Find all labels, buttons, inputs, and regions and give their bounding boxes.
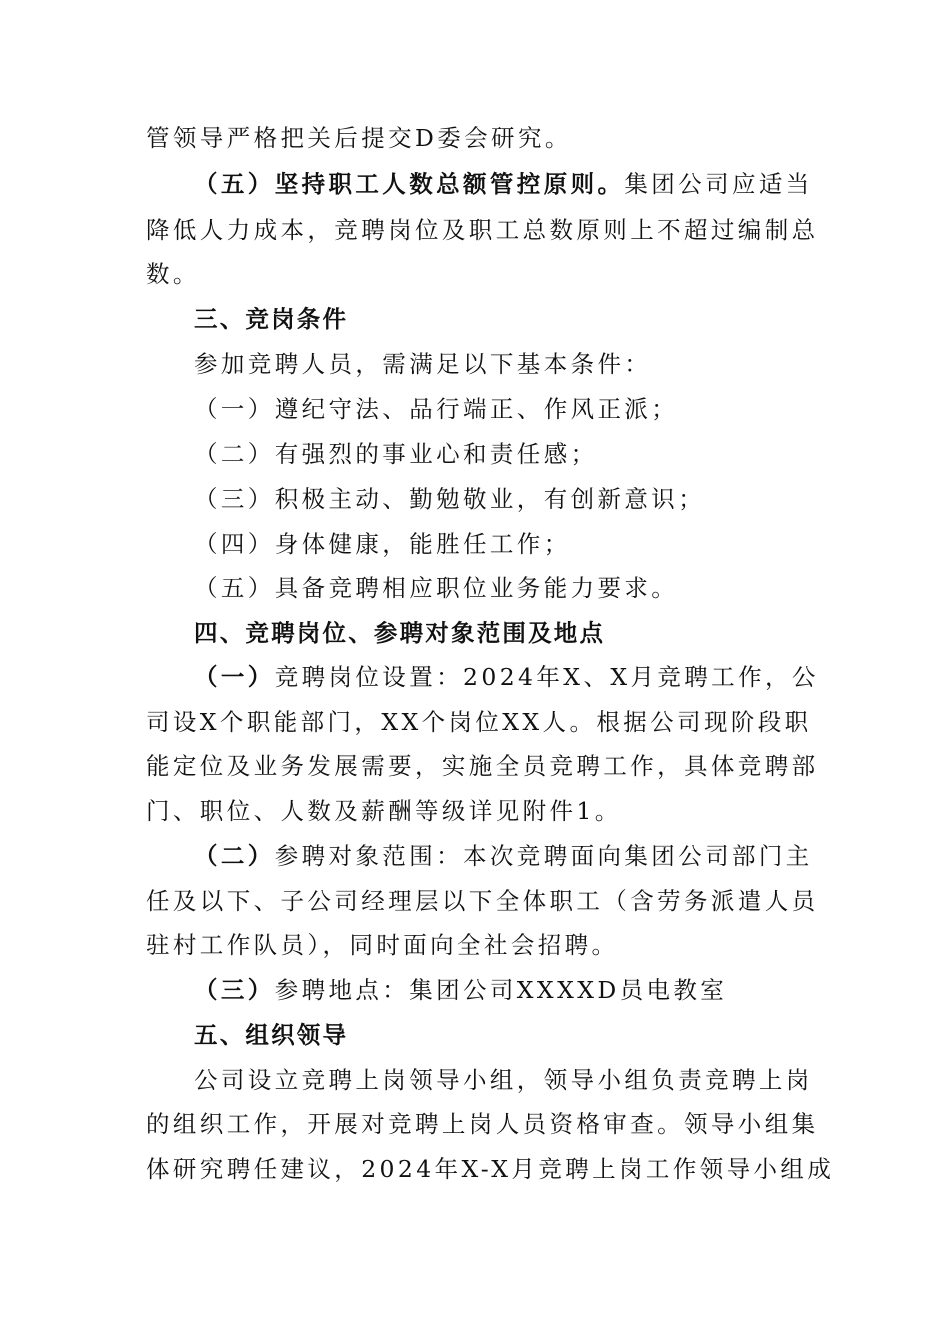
item-lead: （二） — [194, 842, 275, 870]
line-text: （四）身体健康，能胜任工作； — [194, 530, 571, 558]
condition-item — [194, 572, 806, 604]
line-text: （三）积极主动、勤勉敬业，有创新意识； — [194, 485, 706, 513]
line-text: 参聘地点：集团公司XXXXD员电教室 — [274, 976, 728, 1004]
line-text: （二）有强烈的事业心和责任感； — [194, 440, 598, 468]
line-text: 数。 — [146, 260, 200, 288]
principle-5-line — [194, 168, 813, 200]
condition-item — [194, 528, 806, 560]
line-text: 的组织工作，开展对竞聘上岗人员资格审查。领导小组集 — [146, 1110, 819, 1138]
line-text: 司设X个职能部门，XX个岗位XX人。根据公司现阶段职 — [146, 708, 812, 736]
scope-line — [194, 840, 813, 872]
paragraph-line — [194, 348, 806, 380]
line-text: 管领导严格把关后提交D委会研究。 — [146, 124, 572, 152]
condition-item — [194, 483, 806, 515]
paragraph-line — [146, 750, 819, 782]
paragraph-line — [146, 706, 812, 738]
line-text: 竞聘岗位设置：2024年X、X月竞聘工作，公 — [274, 663, 819, 691]
heading-text: 四、竞聘岗位、参聘对象范围及地点 — [194, 619, 606, 647]
line-text: （五）具备竞聘相应职位业务能力要求。 — [194, 574, 679, 602]
line-text: 任及以下、子公司经理层以下全体职工（含劳务派遣人员 — [146, 887, 819, 915]
line-text: 驻村工作队员），同时面向全社会招聘。 — [146, 931, 619, 959]
paragraph-line — [146, 214, 819, 246]
location-line — [194, 974, 806, 1006]
condition-item — [194, 438, 806, 470]
item-lead: （一） — [194, 663, 275, 691]
line-text: 门、职位、人数及薪酬等级详见附件1。 — [146, 797, 622, 825]
paragraph-line — [146, 122, 806, 154]
principle-5-rest: 集团公司应适当 — [624, 170, 813, 198]
section-heading-4 — [194, 617, 806, 649]
section-heading-3 — [194, 303, 806, 335]
principle-5-lead: （五）坚持职工人数总额管控原则。 — [194, 170, 625, 198]
line-text: （一）遵纪守法、品行端正、作风正派； — [194, 395, 679, 423]
paragraph-line — [146, 1153, 835, 1185]
paragraph-line — [146, 258, 806, 290]
line-text: 体研究聘任建议，2024年X-X月竞聘上岗工作领导小组成 — [146, 1155, 835, 1183]
heading-text: 五、组织领导 — [194, 1021, 349, 1049]
paragraph-line — [146, 885, 819, 917]
item-lead: （三） — [194, 976, 275, 1004]
line-text: 降低人力成本，竞聘岗位及职工总数原则上不超过编制总 — [146, 216, 819, 244]
positions-line — [194, 661, 819, 693]
paragraph-line — [146, 929, 806, 961]
paragraph-line — [146, 1108, 819, 1140]
line-text: 能定位及业务发展需要，实施全员竞聘工作，具体竞聘部 — [146, 752, 819, 780]
paragraph-line — [146, 795, 806, 827]
line-text: 参聘对象范围：本次竞聘面向集团公司部门主 — [274, 842, 813, 870]
line-text: 参加竞聘人员，需满足以下基本条件： — [194, 350, 652, 378]
paragraph-line — [194, 1064, 813, 1096]
line-text: 公司设立竞聘上岗领导小组，领导小组负责竞聘上岗 — [194, 1066, 813, 1094]
section-heading-5 — [194, 1019, 806, 1051]
condition-item — [194, 393, 806, 425]
heading-text: 三、竞岗条件 — [194, 305, 349, 333]
